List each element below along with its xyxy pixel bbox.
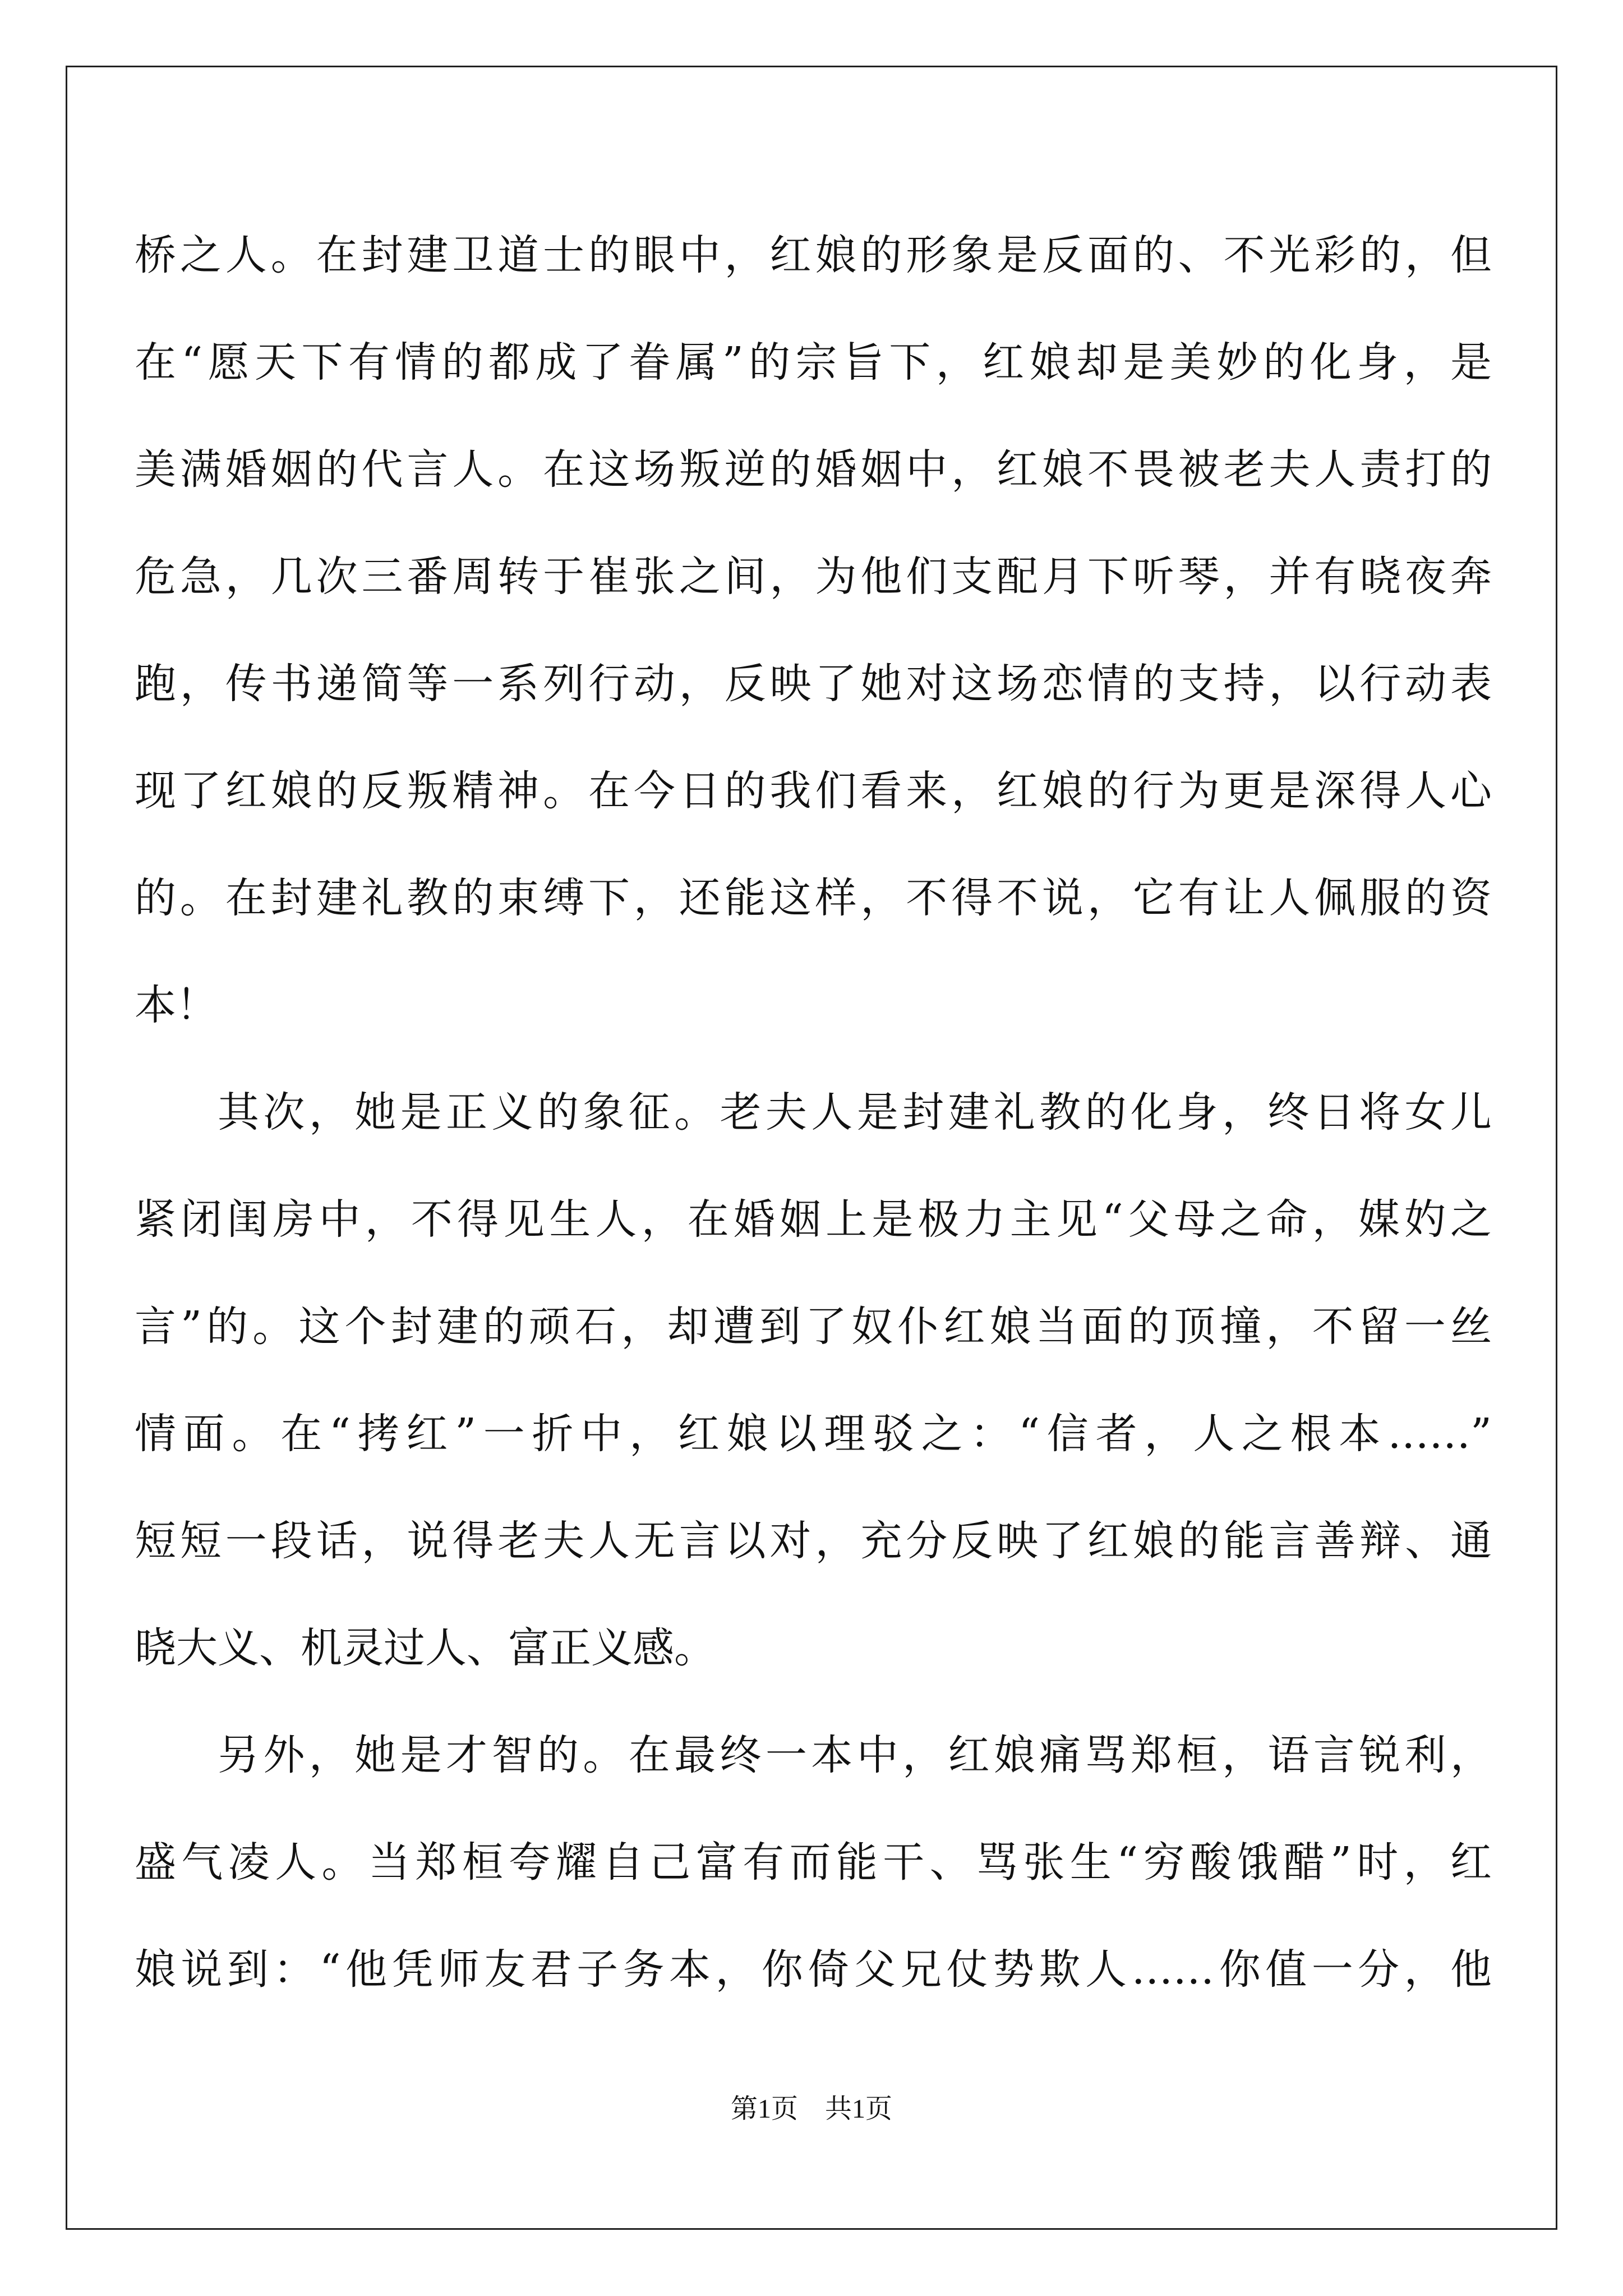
text-line: 情面。在“拷红”一折中，红娘以理驳之：“信者，人之根本……” [135, 1410, 1492, 1458]
text-line: 跑，传书递简等一系列行动，反映了她对这场恋情的支持，以行动表 [135, 660, 1492, 708]
text-line: 晓大义、机灵过人、富正义感。 [135, 1624, 716, 1672]
text-line: 盛气凌人。当郑桓夸耀自己富有而能干、骂张生“穷酸饿醋”时，红 [135, 1838, 1492, 1887]
text-line: 在“愿天下有情的都成了眷属”的宗旨下，红娘却是美妙的化身，是 [135, 338, 1492, 386]
text-line: 现了红娘的反叛精神。在今日的我们看来，红娘的行为更是深得人心 [135, 767, 1492, 815]
text-line: 本！ [135, 981, 218, 1029]
text-line: 娘说到：“他凭师友君子务本，你倚父兄仗势欺人……你值一分，他 [135, 1945, 1492, 1994]
document-body [135, 202, 1492, 2023]
text-line: 紧闭闺房中，不得见生人，在婚姻上是极力主见“父母之命，媒妁之 [135, 1195, 1492, 1244]
text-line: 的。在封建礼教的束缚下，还能这样，不得不说，它有让人佩服的资 [135, 874, 1492, 922]
text-line: 危急，几次三番周转于崔张之间，为他们支配月下听琴，并有晓夜奔 [135, 553, 1492, 601]
paragraph-first-line: 其次，她是正义的象征。老夫人是封建礼教的化身，终日将女儿 [218, 1088, 1492, 1137]
page-number-footer: 第1页 共1页 [730, 2094, 892, 2124]
text-line: 短短一段话，说得老夫人无言以对，充分反映了红娘的能言善辩、通 [135, 1517, 1492, 1565]
text-line: 言”的。这个封建的顽石，却遭到了奴仆红娘当面的顶撞，不留一丝 [135, 1303, 1492, 1351]
text-line: 桥之人。在封建卫道士的眼中，红娘的形象是反面的、不光彩的，但 [135, 231, 1492, 279]
text-line: 美满婚姻的代言人。在这场叛逆的婚姻中，红娘不畏被老夫人责打的 [135, 445, 1492, 494]
paragraph-first-line: 另外，她是才智的。在最终一本中，红娘痛骂郑桓，语言锐利， [218, 1731, 1492, 1779]
